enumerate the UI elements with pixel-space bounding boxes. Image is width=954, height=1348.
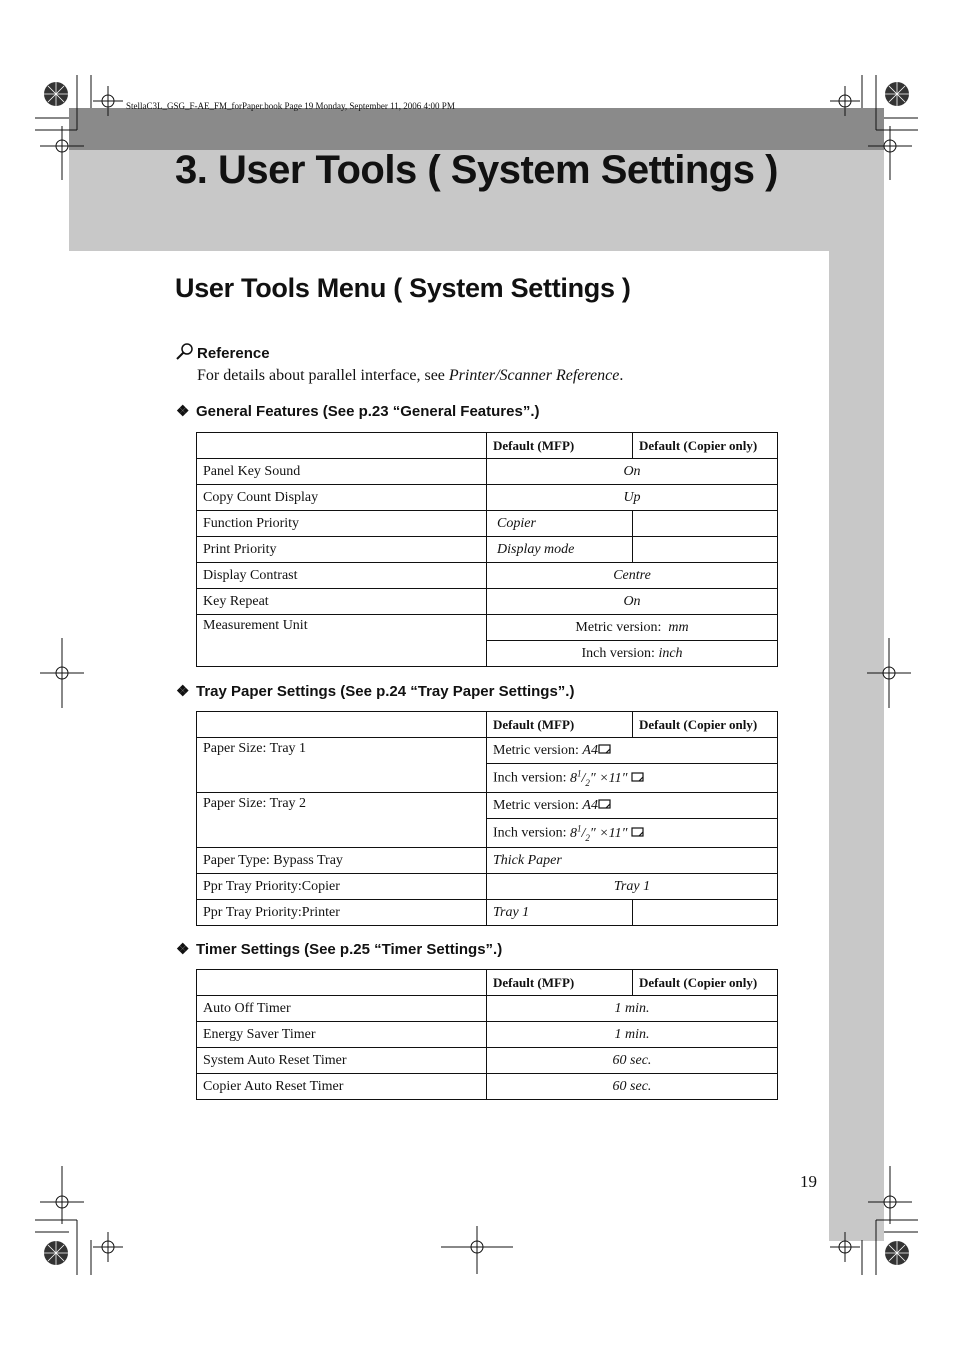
reference-link-text: Printer/Scanner Reference [448, 367, 620, 384]
header-copier: Default (Copier only) [633, 712, 778, 738]
setting-value: 1 min. [487, 996, 778, 1022]
setting-value: On [487, 589, 778, 615]
setting-value-inch: Inch version: $8^1/_2'' \times 11''$ [487, 819, 778, 848]
setting-name: Ppr Tray Priority:Printer [197, 900, 487, 926]
page-number: 19 [800, 1172, 817, 1191]
setting-name: System Auto Reset Timer [197, 1048, 487, 1074]
setting-name: Copier Auto Reset Timer [197, 1074, 487, 1100]
file-header: StellaC3L_GSG_F-AE_FM_forPaper.book Page 19 Monday, September 11, 2006 4:00 PM [126, 101, 455, 111]
setting-value-mfp: Tray 1 [487, 900, 633, 926]
setting-name: Auto Off Timer [197, 996, 487, 1022]
chapter-title: 3. User Tools ( System Settings ) [175, 148, 778, 192]
setting-value-inch: Inch version: $8^1/_2'' \times 11''$ [487, 764, 778, 793]
reference-text: For details about parallel interface, see Printer/Scanner Reference. [197, 367, 624, 384]
header-copier: Default (Copier only) [633, 970, 778, 996]
setting-value-mfp: Display mode [487, 537, 633, 563]
setting-name: Ppr Tray Priority:Copier [197, 874, 487, 900]
diamond-bullet-icon: ❖ [176, 403, 190, 420]
setting-name: Key Repeat [197, 589, 487, 615]
setting-name: Energy Saver Timer [197, 1022, 487, 1048]
setting-value: 60 sec. [487, 1048, 778, 1074]
setting-value: 60 sec. [487, 1074, 778, 1100]
setting-value: On [487, 459, 778, 485]
setting-name: Paper Size: Tray 1 [197, 738, 487, 793]
setting-value: Thick Paper [487, 848, 778, 874]
reference-heading: Reference [197, 345, 270, 362]
setting-name: Panel Key Sound [197, 459, 487, 485]
header-mfp: Default (MFP) [487, 712, 633, 738]
general-features-heading: ❖ General Features (See p.23 “General Features”.) [176, 403, 540, 420]
setting-name: Function Priority [197, 511, 487, 537]
tray-paper-heading: ❖ Tray Paper Settings (See p.24 “Tray Paper Settings”.) [176, 683, 575, 700]
setting-name: Display Contrast [197, 563, 487, 589]
setting-value: Centre [487, 563, 778, 589]
setting-value-metric: Metric version: A4 [487, 738, 778, 764]
timer-settings-heading: ❖ Timer Settings (See p.25 “Timer Settings”.) [176, 941, 503, 958]
header-mfp: Default (MFP) [487, 433, 633, 459]
diamond-bullet-icon: ❖ [176, 941, 190, 958]
header-mfp: Default (MFP) [487, 970, 633, 996]
setting-value-inch: Inch version: inch [487, 641, 778, 667]
setting-value-metric: Metric version: A4 [487, 793, 778, 819]
header-copier: Default (Copier only) [633, 433, 778, 459]
setting-name: Print Priority [197, 537, 487, 563]
setting-value: Tray 1 [487, 874, 778, 900]
setting-value-metric: Metric version: mm [487, 615, 778, 641]
setting-name: Copy Count Display [197, 485, 487, 511]
setting-name: Paper Type: Bypass Tray [197, 848, 487, 874]
section-title: User Tools Menu ( System Settings ) [175, 273, 631, 303]
diamond-bullet-icon: ❖ [176, 683, 190, 700]
setting-value-mfp: Copier [487, 511, 633, 537]
setting-value: Up [487, 485, 778, 511]
setting-name: Paper Size: Tray 2 [197, 793, 487, 848]
setting-name: Measurement Unit [197, 615, 487, 667]
setting-value: 1 min. [487, 1022, 778, 1048]
